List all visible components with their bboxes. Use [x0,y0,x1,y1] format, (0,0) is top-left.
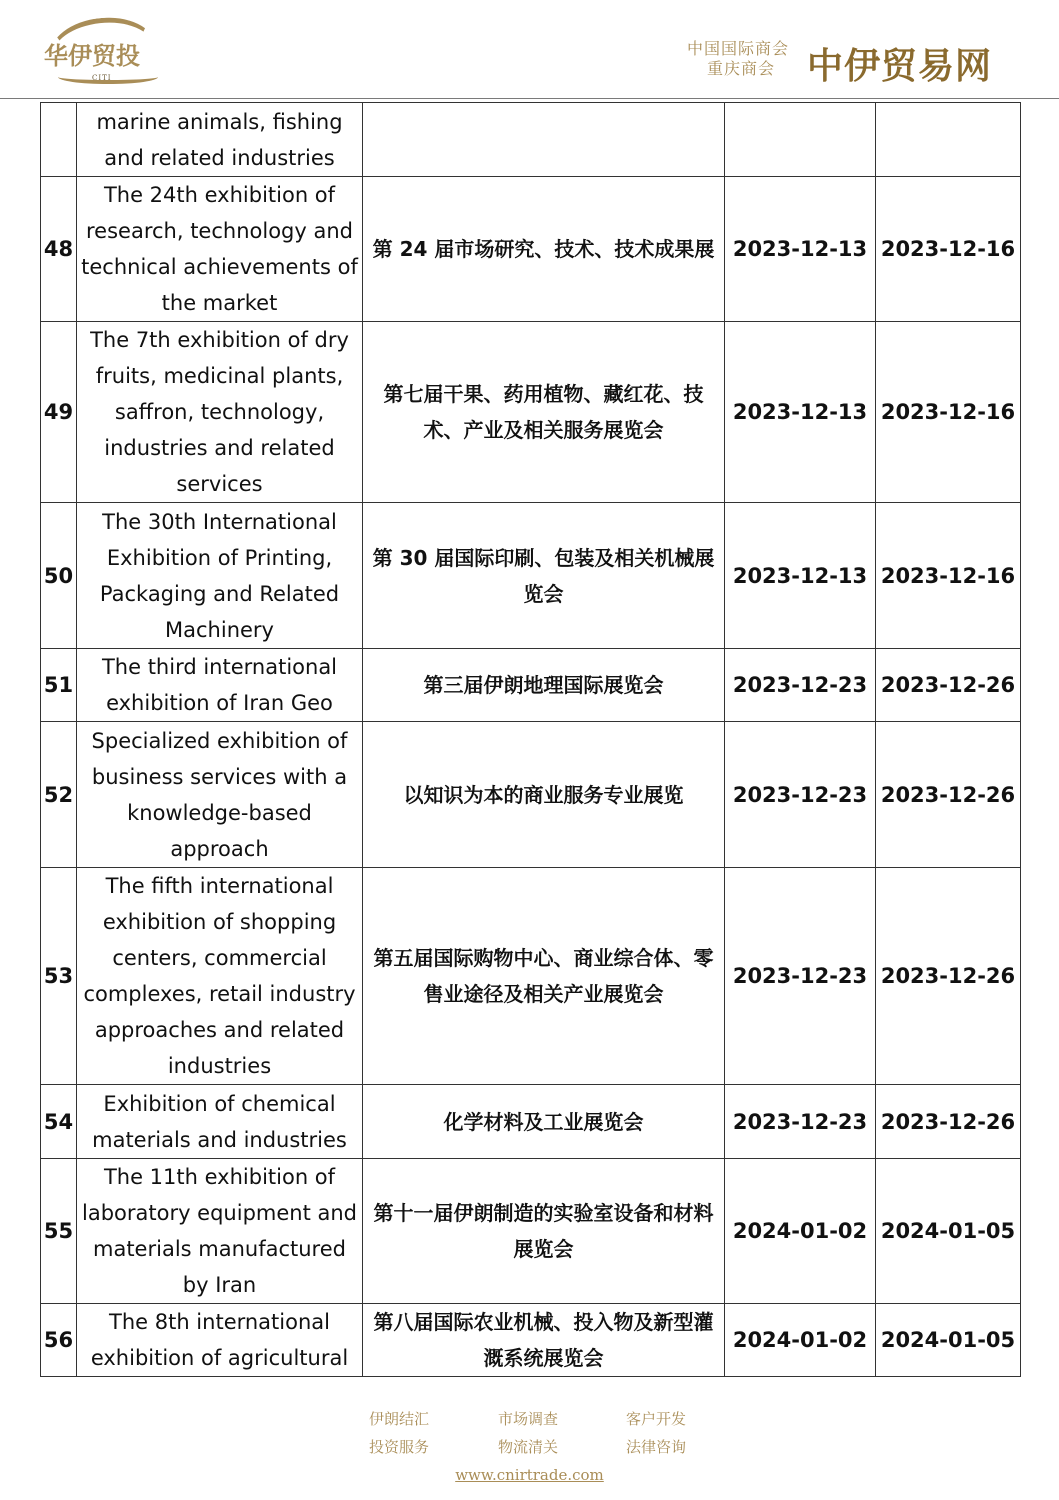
row-number: 52 [41,722,77,868]
chinese-title: 第 24 届市场研究、技术、技术成果展 [363,177,725,322]
english-title: The third international exhibition of Iran Geo [77,649,363,722]
cnirtrade-logo [687,34,1017,86]
start-date: 2024-01-02 [725,1304,876,1377]
end-date: 2023-12-16 [876,177,1021,322]
english-title: Exhibition of chemical materials and industries [77,1085,363,1159]
chinese-title: 化学材料及工业展览会 [363,1085,725,1159]
chinese-title: 第五届国际购物中心、商业综合体、零售业途径及相关产业展览会 [363,868,725,1085]
end-date: 2024-01-05 [876,1159,1021,1304]
english-title: The 8th international exhibition of agricultural [77,1304,363,1377]
header-divider [0,98,1059,99]
footer-service-item[interactable]: 伊朗结汇 [369,1410,430,1428]
row-number: 56 [41,1304,77,1377]
chinese-title: 第三届伊朗地理国际展览会 [363,649,725,722]
end-date: 2023-12-16 [876,503,1021,649]
page-header [0,0,1059,99]
end-date: 2023-12-16 [876,322,1021,503]
row-number: 48 [41,177,77,322]
table-row [41,1159,1021,1304]
footer-service-item[interactable]: 市场调查 [498,1410,559,1428]
end-date: 2023-12-26 [876,649,1021,722]
start-date: 2023-12-23 [725,722,876,868]
table-row [41,868,1021,1085]
website-link[interactable]: www.cnirtrade.com [455,1466,604,1484]
english-title: marine animals, fishing and related industries [77,103,363,177]
row-number: 53 [41,868,77,1085]
end-date: 2024-01-05 [876,1304,1021,1377]
start-date: 2023-12-13 [725,322,876,503]
logo-org-line2: 重庆商会 [707,59,776,78]
footer-service-item[interactable]: 客户开发 [626,1410,687,1428]
table-row [41,649,1021,722]
page-footer [0,1400,1059,1500]
chinese-title: 第 30 届国际印刷、包装及相关机械展览会 [363,503,725,649]
chinese-title [363,103,725,177]
huayi-logo [40,14,162,90]
row-number: 55 [41,1159,77,1304]
start-date: 2023-12-23 [725,649,876,722]
row-number: 50 [41,503,77,649]
exhibition-table-container [40,102,1020,1377]
end-date [876,103,1021,177]
end-date: 2023-12-26 [876,868,1021,1085]
english-title: The 24th exhibition of research, technology and technical achievements of the market [77,177,363,322]
table-row [41,322,1021,503]
footer-service-item[interactable]: 投资服务 [369,1438,430,1456]
chinese-title: 第七届干果、药用植物、藏红花、技术、产业及相关服务展览会 [363,322,725,503]
logo-brand: 中伊贸易网 [807,46,993,87]
row-number: 51 [41,649,77,722]
english-title: The fifth international exhibition of shopping centers, commercial complexes, retail industry approaches and related industries [77,868,363,1085]
row-number: 54 [41,1085,77,1159]
table-row [41,1085,1021,1159]
chinese-title: 以知识为本的商业服务专业展览 [363,722,725,868]
row-number: 49 [41,322,77,503]
start-date: 2024-01-02 [725,1159,876,1304]
exhibition-table [40,102,1021,1377]
chinese-title: 第十一届伊朗制造的实验室设备和材料展览会 [363,1159,725,1304]
english-title: Specialized exhibition of business services with a knowledge-based approach [77,722,363,868]
footer-service-item[interactable]: 法律咨询 [626,1438,687,1456]
logo-name: 华伊贸投 [44,42,140,70]
table-row [41,103,1021,177]
start-date: 2023-12-13 [725,503,876,649]
end-date: 2023-12-26 [876,1085,1021,1159]
english-title: The 30th International Exhibition of Printing, Packaging and Related Machinery [77,503,363,649]
logo-org-line1: 中国国际商会 [687,39,790,58]
table-row [41,177,1021,322]
english-title: The 11th exhibition of laboratory equipment and materials manufactured by Iran [77,1159,363,1304]
start-date: 2023-12-13 [725,177,876,322]
logo-sub: CITI [92,74,112,82]
footer-service-item[interactable]: 物流清关 [498,1438,559,1456]
end-date: 2023-12-26 [876,722,1021,868]
english-title: The 7th exhibition of dry fruits, medicinal plants, saffron, technology, industries and related services [77,322,363,503]
start-date: 2023-12-23 [725,1085,876,1159]
start-date [725,103,876,177]
start-date: 2023-12-23 [725,868,876,1085]
table-row [41,722,1021,868]
chinese-title: 第八届国际农业机械、投入物及新型灌溉系统展览会 [363,1304,725,1377]
table-row [41,1304,1021,1377]
row-number [41,103,77,177]
table-row [41,503,1021,649]
